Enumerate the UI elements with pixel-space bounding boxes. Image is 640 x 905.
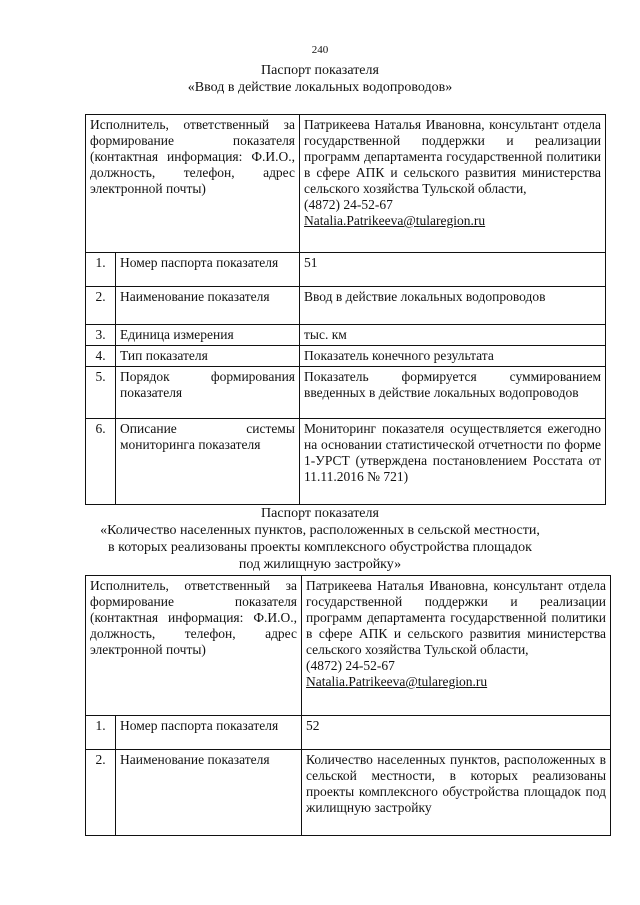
table-row — [86, 419, 606, 505]
executor-email-link[interactable]: Natalia.Patrikeeva@tularegion.ru — [304, 213, 486, 228]
row-number: 5. — [86, 367, 116, 419]
passport-2-table — [85, 575, 611, 836]
passport-2-heading: Паспорт показателя — [261, 506, 379, 521]
table-row — [86, 576, 611, 716]
row-value: Показатель конечного результата — [300, 346, 606, 367]
table-row — [86, 346, 606, 367]
passport-2-title-line: в которых реализованы проекты комплексного обустройства площадок — [108, 540, 532, 555]
row-number: 1. — [86, 253, 116, 287]
passport-1-table — [85, 114, 606, 505]
row-label: Описание системы мониторинга показателя — [116, 419, 300, 505]
executor-label: Исполнитель, ответственный за формирование показателя (контактная информация: Ф.И.О., должность, телефон, адрес электронной почты) — [86, 576, 302, 716]
row-value: 51 — [300, 253, 606, 287]
table-row — [86, 367, 606, 419]
executor-phone: (4872) 24-52-67 — [306, 658, 395, 673]
row-value: Показатель формируется суммированием введенных в действие локальных водопроводов — [300, 367, 606, 419]
row-number: 2. — [86, 750, 116, 836]
table-row — [86, 287, 606, 325]
executor-email-link[interactable]: Natalia.Patrikeeva@tularegion.ru — [306, 674, 488, 689]
table-row — [86, 716, 611, 750]
executor-text: Патрикеева Наталья Ивановна, консультант отдела государственной поддержки и реализации программ департамента государственной политики в сфере АПК и сельского развития министерства сельского хозяйства Тульской области, — [306, 578, 607, 657]
row-number: 1. — [86, 716, 116, 750]
row-value: тыс. км — [300, 325, 606, 346]
passport-1-heading: Паспорт показателя — [261, 63, 379, 78]
row-label: Наименование показателя — [116, 287, 300, 325]
row-number: 4. — [86, 346, 116, 367]
row-number: 2. — [86, 287, 116, 325]
table-row — [86, 253, 606, 287]
executor-text: Патрикеева Наталья Ивановна, консультант отдела государственной поддержки и реализации программ департамента государственной политики в сфере АПК и сельского развития министерства сельского хозяйства Тульской области, — [304, 117, 602, 196]
passport-1-title: «Ввод в действие локальных водопроводов» — [187, 80, 453, 95]
row-number: 6. — [86, 419, 116, 505]
executor-value — [300, 115, 606, 253]
table-row — [86, 750, 611, 836]
passport-2-title-line: под жилищную застройку» — [238, 557, 402, 572]
row-label: Порядок формирования показателя — [116, 367, 300, 419]
row-value: Мониторинг показателя осуществляется ежегодно на основании статистической отчетности по форме 1-УРСТ (утверждена постановлением Росстата от 11.11.2016 № 721) — [300, 419, 606, 505]
row-label: Номер паспорта показателя — [116, 253, 300, 287]
row-value: Количество населенных пунктов, расположенных в сельской местности, в которых реализованы проекты комплексного обустройства площадок под жилищную застройку — [302, 750, 611, 836]
row-number: 3. — [86, 325, 116, 346]
table-row — [86, 115, 606, 253]
row-value: 52 — [302, 716, 611, 750]
table-row — [86, 325, 606, 346]
passport-1-header — [0, 62, 640, 96]
executor-value — [302, 576, 611, 716]
row-label: Единица измерения — [116, 325, 300, 346]
page-number: 240 — [311, 44, 329, 56]
row-value: Ввод в действие локальных водопроводов — [300, 287, 606, 325]
passport-2-title-line: «Количество населенных пунктов, расположенных в сельской местности, — [100, 523, 540, 538]
row-label: Номер паспорта показателя — [116, 716, 302, 750]
executor-label: Исполнитель, ответственный за формирование показателя (контактная информация: Ф.И.О., должность, телефон, адрес электронной почты) — [86, 115, 300, 253]
row-label: Тип показателя — [116, 346, 300, 367]
passport-2-header — [0, 505, 640, 573]
row-label: Наименование показателя — [116, 750, 302, 836]
executor-phone: (4872) 24-52-67 — [304, 197, 393, 212]
